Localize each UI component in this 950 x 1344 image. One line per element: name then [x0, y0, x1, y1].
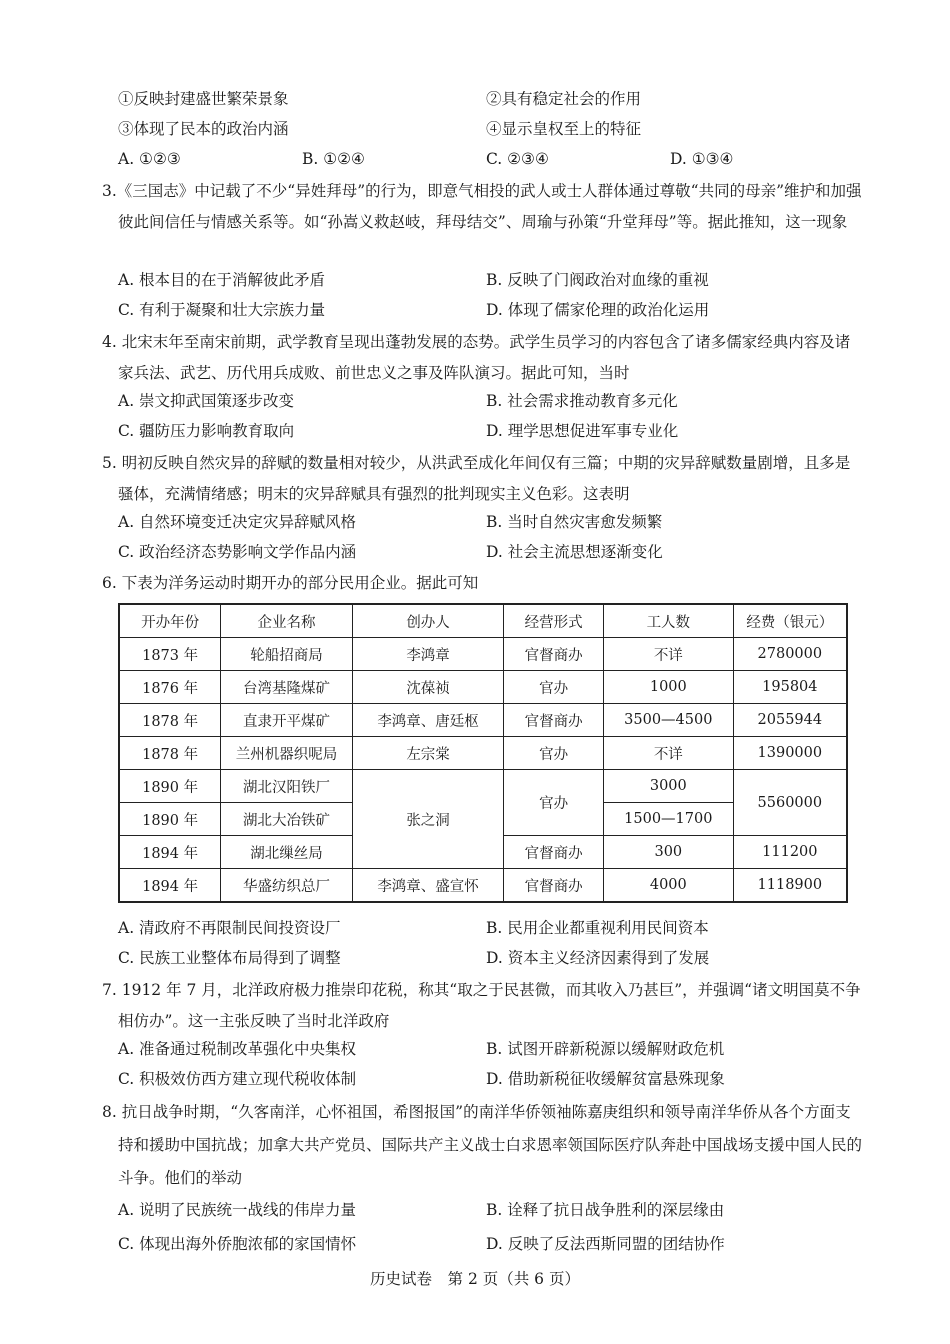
q2-choice-b: B. ①②④ — [302, 150, 365, 168]
cell: 1000 — [604, 671, 734, 704]
cell: 沈葆祯 — [352, 671, 504, 704]
cell: 3000 — [604, 770, 734, 803]
q3-choice-a: A. 根本目的在于消解彼此矛盾 — [118, 271, 326, 289]
cell: 1390000 — [733, 737, 847, 770]
option-2: ②具有稳定社会的作用 — [486, 90, 642, 108]
cell: 官办 — [504, 671, 604, 704]
question-3-stem: 3.《三国志》中记载了不少“异姓拜母”的行为，即意气相投的武人或士人群体通过尊敬“共同的母亲”维护和加强彼此间信任与情感关系等。如“孙嵩义救赵岐，拜母结交”、周瑜与孙策“升堂拜母”等。据此推知，这一现象 — [102, 182, 862, 231]
cell: 1118900 — [733, 869, 847, 903]
cell: 195804 — [733, 671, 847, 704]
q8-choice-b: B. 诠释了抗日战争胜利的深层缘由 — [486, 1201, 725, 1219]
q3-choice-c: C. 有利于凝聚和壮大宗族力量 — [118, 301, 326, 319]
cell: 1873 年 — [119, 638, 221, 671]
cell: 台湾基隆煤矿 — [221, 671, 353, 704]
cell: 1878 年 — [119, 737, 221, 770]
q3-choice-b: B. 反映了门阀政治对血缘的重视 — [486, 271, 709, 289]
cell: 1894 年 — [119, 869, 221, 903]
cell: 轮船招商局 — [221, 638, 353, 671]
cell: 1890 年 — [119, 803, 221, 836]
q4-choice-a: A. 崇文抑武国策逐步改变 — [118, 392, 295, 410]
page-footer: 历史试卷 第 2 页（共 6 页） — [370, 1270, 580, 1288]
question-5-stem: 5. 明初反映自然灾异的辞赋的数量相对较少，从洪武至成化年间仅有三篇；中期的灾异辞赋数量剧增，且多是骚体，充满情绪感；明末的灾异辞赋具有强烈的批判现实主义色彩。这表明 — [102, 454, 851, 503]
table-row — [119, 671, 847, 704]
header-form: 经营形式 — [504, 604, 604, 638]
q6-choice-a: A. 清政府不再限制民间投资设厂 — [118, 919, 341, 937]
header-founder: 创办人 — [352, 604, 504, 638]
cell: 不详 — [604, 737, 734, 770]
q4-choice-c: C. 疆防压力影响教育取向 — [118, 422, 295, 440]
cell: 官办 — [504, 737, 604, 770]
header-workers: 工人数 — [604, 604, 734, 638]
cell: 李鸿章、唐廷枢 — [352, 704, 504, 737]
q5-choice-c: C. 政治经济态势影响文学作品内涵 — [118, 543, 357, 561]
q5-choice-a: A. 自然环境变迁决定灾异辞赋风格 — [118, 513, 357, 531]
header-name: 企业名称 — [221, 604, 353, 638]
cell: 湖北大冶铁矿 — [221, 803, 353, 836]
cell: 左宗棠 — [352, 737, 504, 770]
enterprise-table — [118, 603, 848, 903]
cell: 1500—1700 — [604, 803, 734, 836]
cell: 张之洞 — [352, 770, 504, 869]
table-row — [119, 770, 847, 803]
option-4: ④显示皇权至上的特征 — [486, 120, 642, 138]
q2-choice-d: D. ①③④ — [670, 150, 734, 168]
table-row — [119, 638, 847, 671]
option-3: ③体现了民本的政治内涵 — [118, 120, 289, 138]
cell: 1894 年 — [119, 836, 221, 869]
q4-choice-d: D. 理学思想促进军事专业化 — [486, 422, 679, 440]
q7-choice-b: B. 试图开辟新税源以缓解财政危机 — [486, 1040, 725, 1058]
cell: 不详 — [604, 638, 734, 671]
q7-choice-a: A. 准备通过税制改革强化中央集权 — [118, 1040, 357, 1058]
q4-choice-b: B. 社会需求推动教育多元化 — [486, 392, 678, 410]
cell: 5560000 — [733, 770, 847, 836]
cell: 官督商办 — [504, 836, 604, 869]
cell: 官督商办 — [504, 638, 604, 671]
q8-choice-a: A. 说明了民族统一战线的伟岸力量 — [118, 1201, 357, 1219]
q8-choice-d: D. 反映了反法西斯同盟的团结协作 — [486, 1235, 725, 1253]
q8-choice-c: C. 体现出海外侨胞浓郁的家国情怀 — [118, 1235, 357, 1253]
cell: 4000 — [604, 869, 734, 903]
cell: 李鸿章、盛宣怀 — [352, 869, 504, 903]
question-7-stem: 7. 1912 年 7 月，北洋政府极力推崇印花税，称其“取之于民甚微，而其收入乃甚巨”，并强调“诸文明国莫不争相仿办”。这一主张反映了当时北洋政府 — [102, 981, 861, 1030]
cell: 2780000 — [733, 638, 847, 671]
header-year: 开办年份 — [119, 604, 221, 638]
q6-choice-b: B. 民用企业都重视利用民间资本 — [486, 919, 709, 937]
q6-choice-c: C. 民族工业整体布局得到了调整 — [118, 949, 341, 967]
q2-choice-c: C. ②③④ — [486, 150, 549, 168]
question-6-stem: 6. 下表为洋务运动时期开办的部分民用企业。据此可知 — [102, 574, 479, 592]
q2-choice-a: A. ①②③ — [118, 150, 181, 168]
table-row — [119, 704, 847, 737]
q6-choice-d: D. 资本主义经济因素得到了发展 — [486, 949, 710, 967]
q3-choice-d: D. 体现了儒家伦理的政治化运用 — [486, 301, 710, 319]
table-row — [119, 737, 847, 770]
cell: 官督商办 — [504, 869, 604, 903]
q7-choice-c: C. 积极效仿西方建立现代税收体制 — [118, 1070, 357, 1088]
table-row — [119, 869, 847, 903]
header-funds: 经费（银元） — [733, 604, 847, 638]
cell: 直隶开平煤矿 — [221, 704, 353, 737]
cell: 湖北汉阳铁厂 — [221, 770, 353, 803]
q7-choice-d: D. 借助新税征收缓解贫富悬殊现象 — [486, 1070, 725, 1088]
cell: 2055944 — [733, 704, 847, 737]
option-1: ①反映封建盛世繁荣景象 — [118, 90, 289, 108]
cell: 湖北缫丝局 — [221, 836, 353, 869]
q5-choice-b: B. 当时自然灾害愈发频繁 — [486, 513, 663, 531]
cell: 1878 年 — [119, 704, 221, 737]
cell: 1876 年 — [119, 671, 221, 704]
cell: 兰州机器织呢局 — [221, 737, 353, 770]
question-4-stem: 4. 北宋末年至南宋前期，武学教育呈现出蓬勃发展的态势。武学生员学习的内容包含了诸多儒家经典内容及诸家兵法、武艺、历代用兵成败、前世忠义之事及阵队演习。据此可知，当时 — [102, 333, 851, 382]
cell: 官办 — [504, 770, 604, 836]
q5-choice-d: D. 社会主流思想逐渐变化 — [486, 543, 663, 561]
question-8-stem: 8. 抗日战争时期，“久客南洋，心怀祖国，希图报国”的南洋华侨领袖陈嘉庚组织和领导南洋华侨从各个方面支持和援助中国抗战；加拿大共产党员、国际共产主义战士白求恩率领国际医疗队奔赴中国战场支援中国人民的斗争。他们的举动 — [102, 1103, 863, 1187]
cell: 官督商办 — [504, 704, 604, 737]
cell: 华盛纺织总厂 — [221, 869, 353, 903]
cell: 3500—4500 — [604, 704, 734, 737]
cell: 1890 年 — [119, 770, 221, 803]
table-header-row — [119, 604, 847, 638]
cell: 111200 — [733, 836, 847, 869]
cell: 300 — [604, 836, 734, 869]
cell: 李鸿章 — [352, 638, 504, 671]
